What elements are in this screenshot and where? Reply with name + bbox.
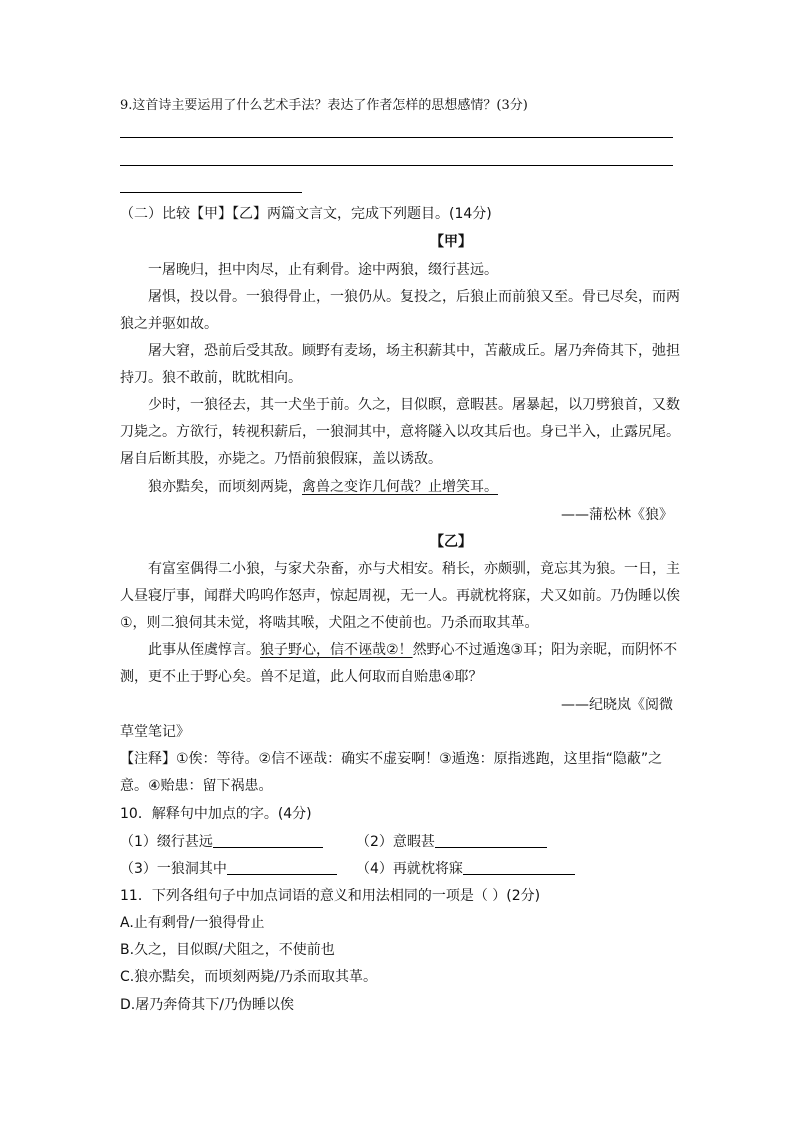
q10-item-2: （2）意暇甚 — [356, 832, 547, 852]
jia-line-2: 屠惧，投以骨。一狼得骨止，一狼仍从。复投之，后狼止而前狼又至。骨已尽矣，而两 — [148, 289, 680, 305]
yi-underlined-sentence: 狼子野心，信不诬哉②！ — [260, 642, 413, 658]
jia-line-9: 狼亦黠矣，而顷刻两毙，禽兽之变诈几何哉？止增笑耳。 — [148, 479, 498, 495]
passage-yi-title: 【乙】 — [430, 534, 472, 550]
q11-option-c[interactable]: C.狼亦黠矣，而顷刻两毙/乃杀而取其革。 — [120, 969, 377, 985]
jia-line-5: 持刀。狼不敢前，眈眈相向。 — [120, 370, 302, 386]
passage-jia-title: 【甲】 — [430, 234, 472, 250]
question-10: 10．解释句中加点的字。(4分) — [120, 806, 312, 822]
yi-source-cont: 草堂笔记》 — [120, 724, 190, 740]
q11-option-d[interactable]: D.屠乃奔倚其下/乃伪睡以俟 — [120, 997, 294, 1013]
notes-line-1: 【注释】①俟：等待。②信不诬哉：确实不虚妄啊！③遁逸：原指逃跑，这里指“隐蔽”之 — [120, 751, 663, 767]
jia-source: ——蒲松林《狼》 — [561, 507, 673, 523]
jia-line-8: 屠自后断其股，亦毙之。乃悟前狼假寐，盖以诱敌。 — [120, 451, 442, 467]
yi-line-3: ①，则二狼伺其未觉，将啮其喉，犬阻之不使前也。乃杀而取其革。 — [120, 615, 539, 631]
answer-line-2[interactable] — [120, 165, 673, 166]
answer-line-3[interactable] — [120, 192, 302, 193]
section-heading: （二）比较【甲】【乙】两篇文言文，完成下列题目。(14分) — [120, 206, 492, 222]
yi-line-5: 测，更不止于野心矣。兽不足道，此人何取而自贻患④耶？ — [120, 669, 483, 685]
q10-item-1: （1）缀行甚远 — [120, 832, 323, 852]
q10-item-3: （3）一狼洞其中 — [120, 859, 337, 879]
q10-answer-3[interactable] — [227, 860, 337, 875]
yi-source: ——纪晓岚《阅微 — [561, 697, 673, 713]
yi-line-1: 有富室偶得二小狼，与家犬杂畜，亦与犬相安。稍长，亦颇驯，竟忘其为狼。一日，主 — [148, 561, 680, 577]
q10-answer-2[interactable] — [435, 833, 547, 848]
answer-line-1[interactable] — [120, 137, 673, 138]
jia-line-1: 一屠晚归，担中肉尽，止有剩骨。途中两狼，缀行甚远。 — [148, 262, 498, 278]
yi-line-4: 此事从侄虞惇言。狼子野心，信不诬哉②！然野心不过遁逸③耳；阳为亲昵，而阴怀不 — [148, 642, 678, 658]
q10-answer-1[interactable] — [213, 833, 323, 848]
q11-option-b[interactable]: B.久之，目似瞑/犬阻之，不使前也 — [120, 942, 335, 958]
q10-item-4: （4）再就枕将寐 — [356, 859, 575, 879]
yi-line-2: 人昼寝厅事，闻群犬呜呜作怒声，惊起周视，无一人。再就枕将寐，犬又如前。乃伪睡以俟 — [120, 588, 680, 604]
notes-line-2: 意。④贻患：留下祸患。 — [120, 778, 273, 794]
jia-line-4: 屠大窘，恐前后受其敌。顾野有麦场，场主积薪其中，苫蔽成丘。屠乃奔倚其下，弛担 — [148, 343, 680, 359]
q11-option-a[interactable]: A.止有剩骨/一狼得骨止 — [120, 915, 265, 931]
q10-answer-4[interactable] — [463, 860, 575, 875]
question-9: 9.这首诗主要运用了什么艺术手法？表达了作者怎样的思想感情？(3分) — [120, 98, 528, 113]
jia-line-7: 刀毙之。方欲行，转视积薪后，一狼洞其中，意将隧入以攻其后也。身已半入，止露尻尾。 — [120, 424, 680, 440]
question-11: 11．下列各组句子中加点词语的意义和用法相同的一项是（ ）(2分) — [120, 888, 541, 904]
jia-line-3: 狼之并驱如故。 — [120, 316, 218, 332]
jia-line-6: 少时，一狼径去，其一犬坐于前。久之，目似瞑，意暇甚。屠暴起，以刀劈狼首，又数 — [148, 397, 680, 413]
jia-underlined-sentence: 禽兽之变诈几何哉？止增笑耳。 — [302, 479, 498, 495]
